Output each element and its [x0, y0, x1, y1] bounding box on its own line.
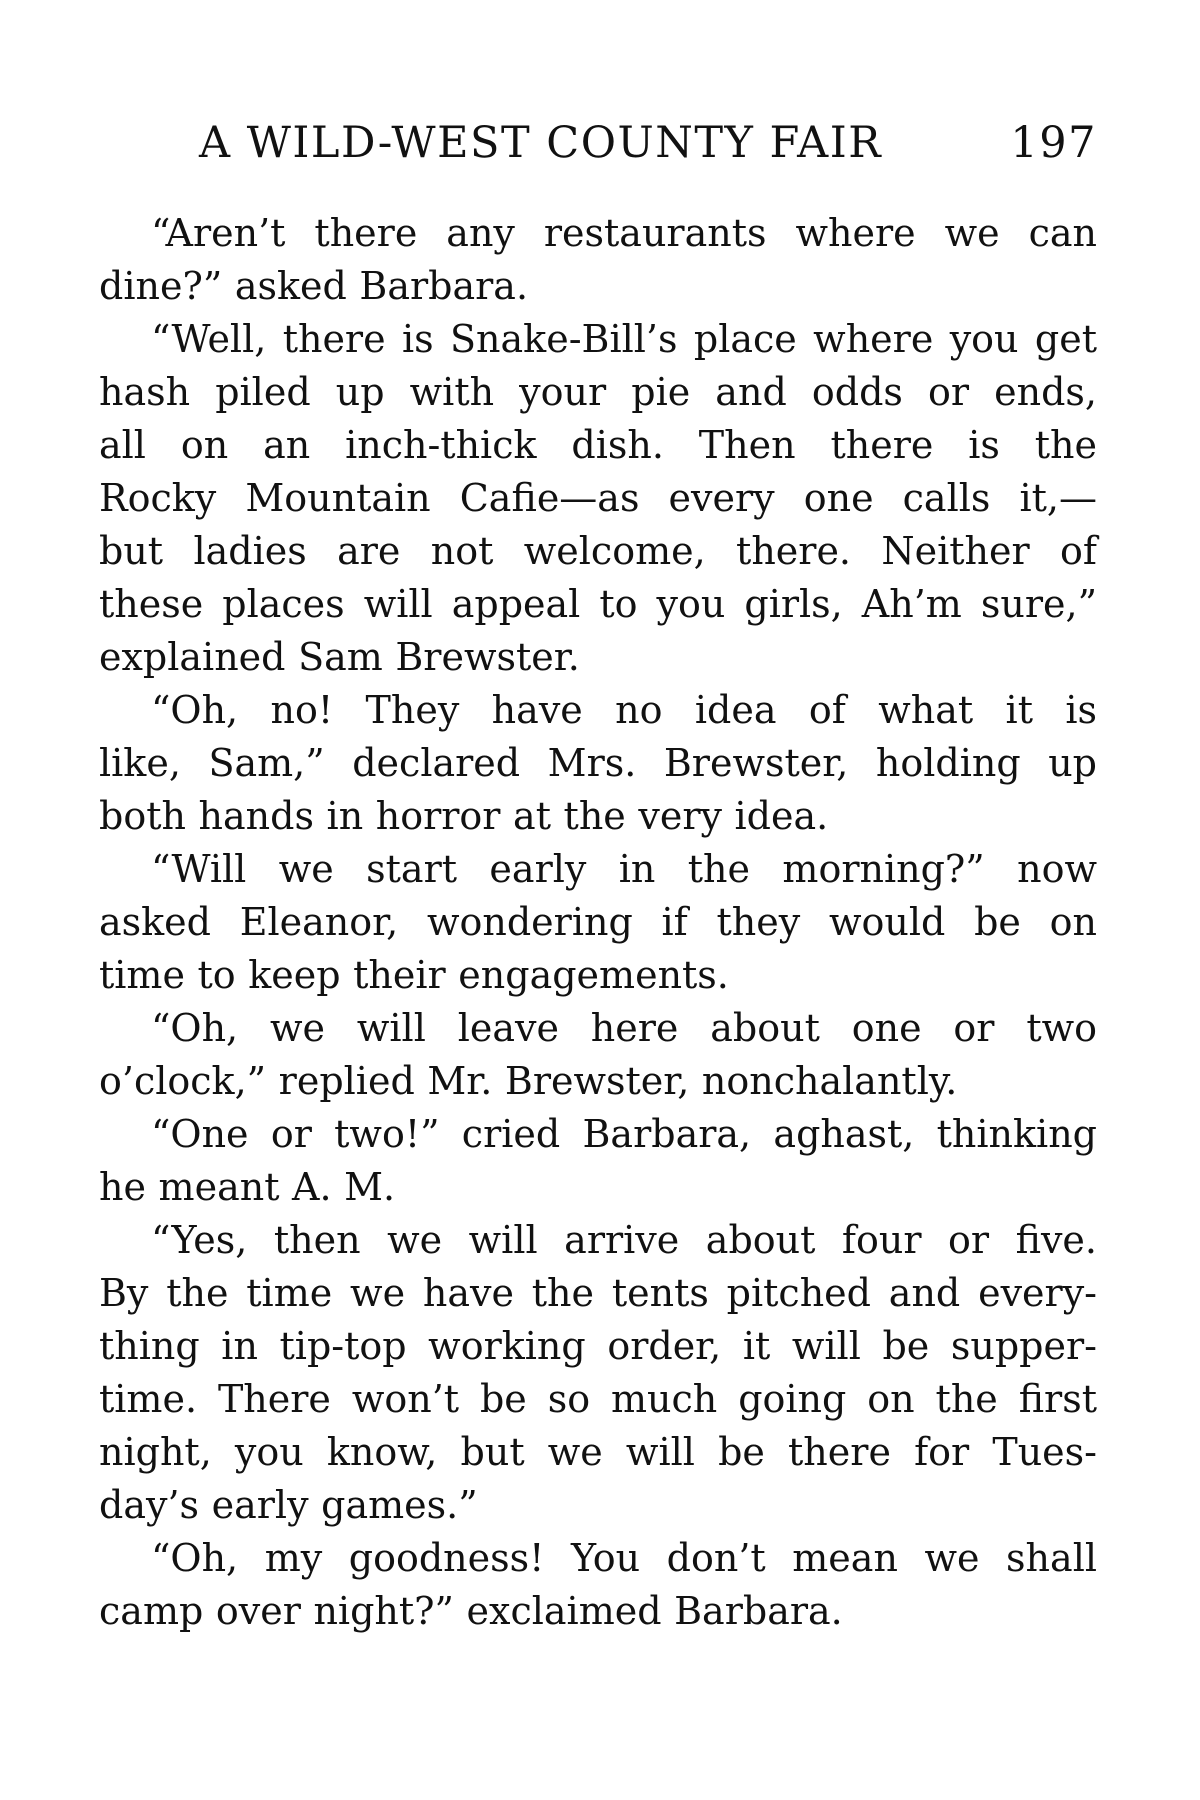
text-line: By the time we have the tents pitched and every-	[99, 1271, 1097, 1315]
text-line: “Yes, then we will arrive about four or five.	[151, 1218, 1097, 1262]
text-line: like, Sam,” declared Mrs. Brewster, holding up	[99, 741, 1097, 785]
text-line: “One or two!” cried Barbara, aghast, thinking	[151, 1112, 1097, 1156]
text-line: “Will we start early in the morning?” now	[151, 847, 1097, 891]
text-line: o’clock,” replied Mr. Brewster, nonchalantly.	[99, 1059, 958, 1103]
text-line: time. There won’t be so much going on the first	[99, 1377, 1097, 1421]
text-line: asked Eleanor, wondering if they would be on	[99, 900, 1097, 944]
text-line: these places will appeal to you girls, Ah’m sure,”	[99, 582, 1097, 626]
text-line: “Oh, we will leave here about one or two	[151, 1006, 1097, 1050]
text-line: all on an inch-thick dish. Then there is the	[99, 423, 1097, 467]
text-line: camp over night?” exclaimed Barbara.	[99, 1589, 843, 1633]
text-line: explained Sam Brewster.	[99, 635, 580, 679]
text-line: but ladies are not welcome, there. Neither of	[99, 529, 1097, 573]
text-line: time to keep their engagements.	[99, 953, 729, 997]
running-head	[99, 118, 1097, 178]
text-line: thing in tip-top working order, it will be supper-	[99, 1324, 1097, 1368]
text-line: day’s early games.”	[99, 1483, 478, 1527]
text-line: dine?” asked Barbara.	[99, 264, 529, 308]
text-line: both hands in horror at the very idea.	[99, 794, 829, 838]
body-text	[99, 207, 1097, 1638]
text-line: Rocky Mountain Cafie—as every one calls it,—	[99, 476, 1097, 520]
text-line: “Oh, no! They have no idea of what it is	[151, 688, 1097, 732]
text-line: “Oh, my goodness! You don’t mean we shall	[151, 1536, 1097, 1580]
text-line: night, you know, but we will be there for Tues-	[99, 1430, 1097, 1474]
text-line: “Well, there is Snake-Bill’s place where you get	[151, 317, 1097, 361]
text-line: he meant A. M.	[99, 1165, 396, 1209]
page-number: 197	[1010, 118, 1097, 168]
text-line: hash piled up with your pie and odds or ends,	[99, 370, 1097, 414]
running-title: A WILD-WEST COUNTY FAIR	[199, 118, 883, 168]
text-line: “Aren’t there any restaurants where we can	[151, 211, 1097, 255]
